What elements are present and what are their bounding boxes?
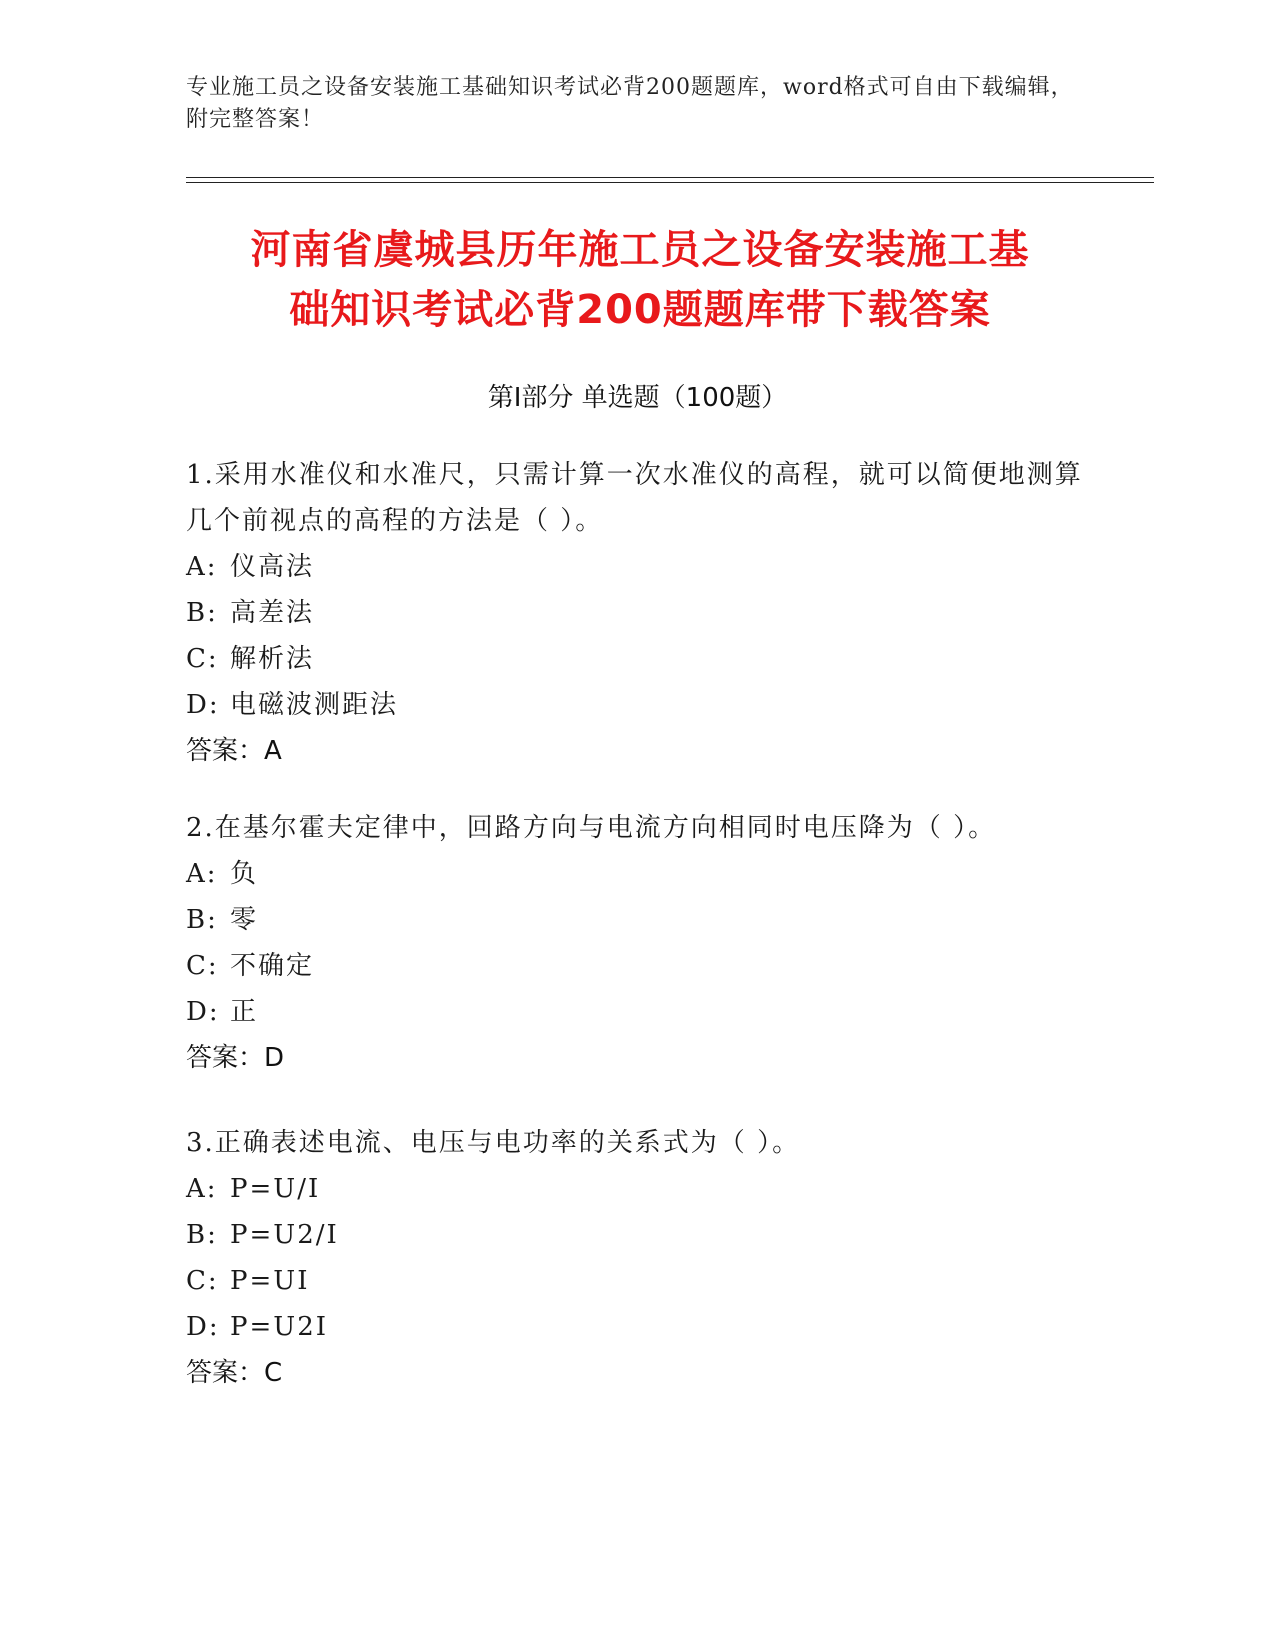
question-1	[186, 452, 1086, 774]
option-a	[186, 851, 1086, 897]
option-label: A:	[186, 552, 218, 582]
option-b	[186, 1212, 1086, 1258]
option-label: D:	[186, 690, 220, 720]
option-label: C:	[186, 951, 219, 981]
option-text: P=U2I	[230, 1312, 329, 1342]
option-d	[186, 1304, 1086, 1350]
option-c	[186, 943, 1086, 989]
option-text: 不确定	[230, 951, 315, 981]
answer: 答案：A	[186, 736, 282, 766]
option-label: C:	[186, 644, 219, 674]
option-label: C:	[186, 1266, 219, 1296]
option-label: B:	[186, 905, 218, 935]
document-title-line-2: 础知识考试必背200题题库带下载答案	[289, 287, 991, 333]
question-stem: 3.正确表述电流、电压与电功率的关系式为（ ）。	[186, 1128, 801, 1158]
option-label: D:	[186, 997, 220, 1027]
section-heading: 第I部分 单选题（100题）	[487, 383, 788, 413]
option-text: 负	[230, 859, 259, 889]
option-text: 零	[230, 905, 259, 935]
option-d	[186, 682, 1086, 728]
option-d	[186, 989, 1086, 1035]
option-c	[186, 1258, 1086, 1304]
option-text: 仪高法	[230, 552, 315, 582]
question-3	[186, 1120, 1086, 1396]
question-stem: 1.采用水准仪和水准尺，只需计算一次水准仪的高程，就可以简便地测算几个前视点的高程的方法是（ ）。	[186, 460, 1083, 536]
question-2	[186, 805, 1086, 1081]
document-title-line-1: 河南省虞城县历年施工员之设备安装施工基	[250, 227, 1030, 273]
header-note: 专业施工员之设备安装施工基础知识考试必背200题题库，word格式可自由下载编辑，附完整答案！	[186, 75, 1074, 132]
option-label: A:	[186, 859, 218, 889]
option-text: 正	[230, 997, 259, 1027]
option-c	[186, 636, 1086, 682]
option-b	[186, 590, 1086, 636]
header-divider	[186, 177, 1154, 183]
option-text: 电磁波测距法	[230, 690, 399, 720]
option-label: A:	[186, 1174, 218, 1204]
option-text: 解析法	[230, 644, 315, 674]
document-title	[160, 220, 1120, 340]
option-b	[186, 897, 1086, 943]
option-a	[186, 544, 1086, 590]
option-text: 高差法	[230, 598, 315, 628]
question-stem: 2.在基尔霍夫定律中，回路方向与电流方向相同时电压降为（ ）。	[186, 813, 997, 843]
option-a	[186, 1166, 1086, 1212]
answer: 答案：C	[186, 1358, 283, 1388]
option-text: P=U2/I	[230, 1220, 339, 1250]
option-text: P=UI	[230, 1266, 310, 1296]
option-label: D:	[186, 1312, 220, 1342]
answer: 答案：D	[186, 1043, 285, 1073]
option-label: B:	[186, 598, 218, 628]
option-text: P=U/I	[230, 1174, 321, 1204]
option-label: B:	[186, 1220, 218, 1250]
